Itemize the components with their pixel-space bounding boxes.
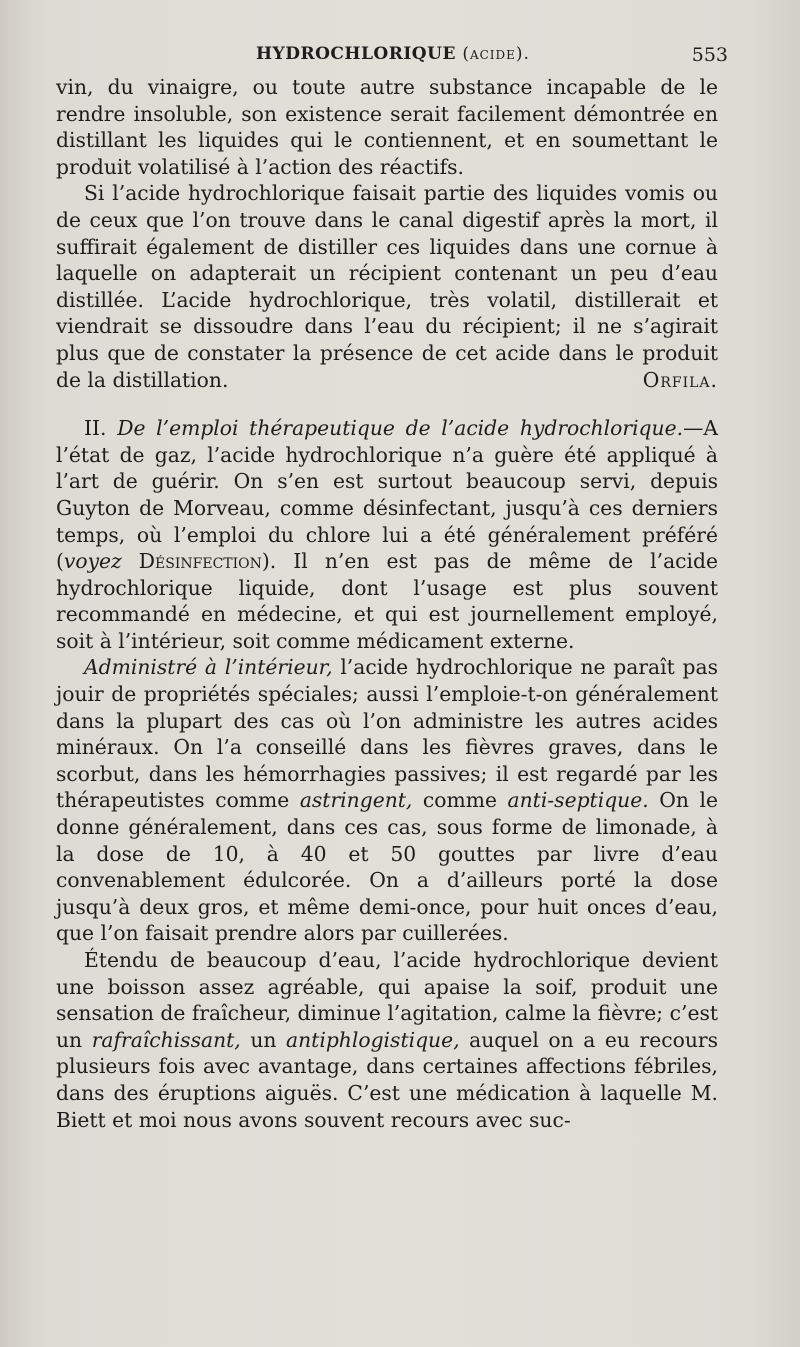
paragraph-diluted	[56, 947, 718, 1133]
internal-use-lead: Administré à l’intérieur,	[84, 655, 333, 680]
section-two-paragraph	[56, 415, 718, 654]
diluted-text-b: un	[240, 1027, 287, 1052]
author-signature: Orfila.	[642, 367, 718, 392]
section-number: II.	[84, 416, 107, 441]
running-head-subtitle: (acide).	[462, 44, 530, 64]
section-dash: —	[683, 416, 704, 441]
paragraph-continued: vin, du vinaigre, ou toute autre substance incapable de le rendre insoluble, son existence serait facilement démontrée en distillant les liquides qui le contiennent, et en soumettant le produit volatilisé à l’action des réactifs.	[56, 75, 718, 179]
paragraph-internal-use	[56, 654, 718, 947]
section-text-b: ). Il n’en est pas de même de l’acide hydrochlorique liquide, dont l’usage est plus souvent recommandé en médecine, et qui est journellement employé, soit à l’intérieur, soit comme médicament externe.	[56, 549, 718, 653]
cross-reference: Désinfection	[138, 549, 262, 574]
term-antiseptique: anti-septique.	[507, 788, 649, 813]
page-header	[56, 44, 728, 72]
internal-use-text-b: comme	[412, 788, 508, 813]
page-number: 553	[691, 44, 728, 66]
running-head	[256, 44, 530, 64]
term-astringent: astringent,	[299, 788, 413, 813]
internal-use-text-c: On le donne généralement, dans ces cas, sous forme de limonade, à la dose de 10, à 40 et 50 gouttes par livre d’eau convenablement édulcorée. On a d’ailleurs porté la dose jusqu’à deux gros, et même demi-once, pour huit onces d’eau, que l’on faisait prendre alors par cuillerées.	[56, 788, 718, 946]
running-head-title: HYDROCHLORIQUE	[256, 44, 456, 64]
term-antiphlogistique: antiphlogistique,	[286, 1027, 460, 1052]
section-text-a: A l’état de gaz, l’acide hydrochlorique n’a guère été appliqué à l’art de guérir. On s’en est surtout beaucoup servi, depuis Guyton de Morveau, comme désinfectant, jusqu’à ces derniers temps, où l’emploi du chlore lui a été généralement préféré (	[56, 416, 718, 574]
internal-use-text-a: l’acide hydrochlorique ne paraît pas jouir de propriétés spéciales; aussi l’emploie-t-on généralement dans la plupart des cas où l’on administre les autres acides minéraux. On l’a conseillé dans les fièvres graves, dans le scorbut, dans les hémorrhagies passives; il est regardé par les thérapeutistes comme	[56, 655, 719, 813]
diluted-text-a: Étendu de beaucoup d’eau, l’acide hydrochlorique devient une boisson assez agréable, qui apaise la soif, produit une sensation de fraîcheur, diminue l’agitation, calme la fièvre; c’est un	[56, 948, 718, 1052]
diluted-text-c: auquel on a eu recours plusieurs fois avec avantage, dans certaines affections fébriles, dans des éruptions aiguës. C’est une médication à laquelle M. Biett et moi nous avons souvent recours avec suc-	[56, 1027, 718, 1132]
paragraph-distillation	[56, 180, 718, 393]
paragraph-distillation-text: Si l’acide hydrochlorique faisait partie des liquides vomis ou de ceux que l’on trouve dans le canal digestif après la mort, il suffirait également de distiller ces liquides dans une cornue à laquelle on adapterait un récipient contenant un peu d’eau distillée. L’acide hydrochlorique, très volatil, distillerait et viendrait se dissoudre dans l’eau du récipient; il ne s’agirait plus que de constater la présence de cet acide dans le produit de la distillation.	[56, 181, 718, 392]
section-title: De l’emploi thérapeutique de l’acide hydrochlorique.	[117, 416, 684, 441]
voyez-label: voyez	[63, 549, 122, 574]
body-text	[56, 74, 718, 1133]
term-rafraichissant: rafraîchissant,	[91, 1027, 241, 1052]
